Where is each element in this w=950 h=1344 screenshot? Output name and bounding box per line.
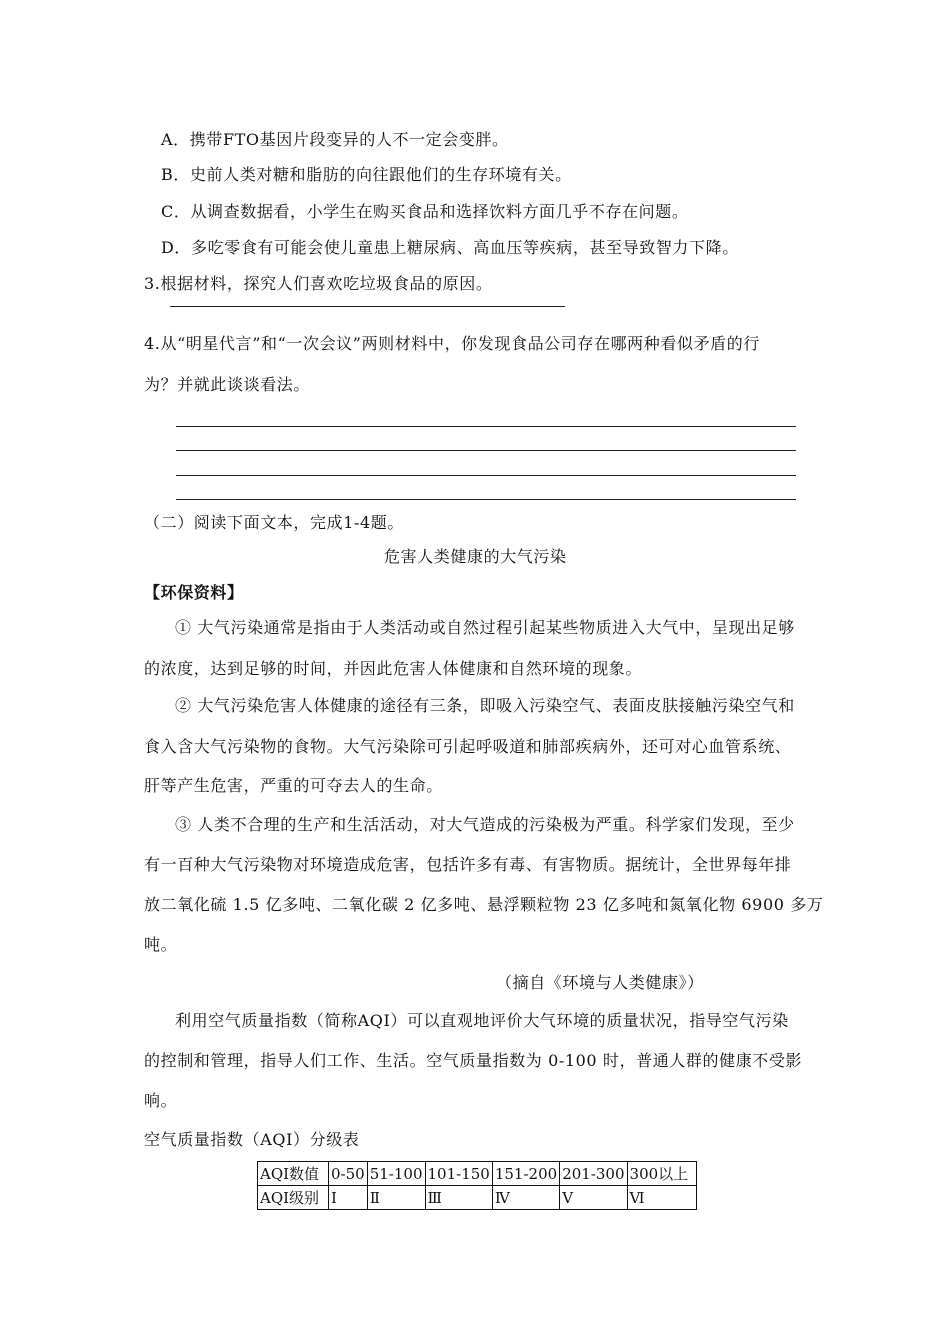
paragraph-1: ① 大气污染通常是指由于人类活动或自然过程引起某些物质进入大气中，呈现出足够 bbox=[175, 618, 795, 637]
table-cell: Ⅱ bbox=[367, 1186, 425, 1210]
paragraph-1: 的浓度，达到足够的时间，并因此危害人体健康和自然环境的现象。 bbox=[144, 659, 643, 678]
table-header-cell: AQI级别 bbox=[258, 1186, 329, 1210]
table-cell: Ⅵ bbox=[627, 1186, 696, 1210]
question-3: 3.根据材料，探究人们喜欢吃垃圾食品的原因。 bbox=[144, 274, 493, 293]
option-d: D．多吃零食有可能会使儿童患上糖尿病、高血压等疾病，甚至导致智力下降。 bbox=[161, 238, 739, 257]
paragraph-3: 放二氧化硫 1.5 亿多吨、二氧化碳 2 亿多吨、悬浮颗粒物 23 亿多吨和氮氧化物 6900 多万 bbox=[144, 895, 824, 914]
table-row bbox=[258, 1186, 697, 1210]
table-cell: 0-50 bbox=[329, 1162, 368, 1186]
paragraph-4: 的控制和管理，指导人们工作、生活。空气质量指数为 0-100 时，普通人群的健康不受影 bbox=[144, 1051, 803, 1070]
option-b: B．史前人类对糖和脂肪的向往跟他们的生存环境有关。 bbox=[161, 165, 572, 184]
material-header: 【环保资料】 bbox=[144, 583, 244, 602]
paragraph-4: 响。 bbox=[144, 1091, 178, 1110]
table-caption: 空气质量指数（AQI）分级表 bbox=[144, 1130, 360, 1149]
table-cell: 51-100 bbox=[367, 1162, 425, 1186]
table-cell: Ⅰ bbox=[329, 1186, 368, 1210]
paragraph-3: 有一百种大气污染物对环境造成危害，包括许多有毒、有害物质。据统计，全世界每年排 bbox=[144, 855, 792, 874]
table-cell: 151-200 bbox=[492, 1162, 559, 1186]
table-cell: 201-300 bbox=[560, 1162, 627, 1186]
table-header-cell: AQI数值 bbox=[258, 1162, 329, 1186]
table-cell: Ⅳ bbox=[492, 1186, 559, 1210]
paragraph-4: 利用空气质量指数（简称AQI）可以直观地评价大气环境的质量状况，指导空气污染 bbox=[175, 1011, 789, 1030]
section-instruction: （二）阅读下面文本，完成1-4题。 bbox=[144, 513, 404, 532]
source-citation: （摘自《环境与人类健康》） bbox=[496, 973, 704, 992]
answer-line bbox=[176, 475, 796, 476]
answer-line bbox=[176, 499, 796, 500]
answer-line bbox=[176, 450, 796, 451]
answer-line bbox=[170, 306, 565, 307]
paragraph-2: 肝等产生危害，严重的可夺去人的生命。 bbox=[144, 776, 443, 795]
table-cell: 101-150 bbox=[425, 1162, 492, 1186]
option-a: A．携带FTO基因片段变异的人不一定会变胖。 bbox=[161, 130, 509, 149]
paragraph-3: ③ 人类不合理的生产和生活活动，对大气造成的污染极为严重。科学家们发现，至少 bbox=[175, 815, 795, 834]
option-c: C．从调查数据看，小学生在购买食品和选择饮料方面几乎不存在问题。 bbox=[161, 202, 689, 221]
table-cell: 300以上 bbox=[627, 1162, 696, 1186]
aqi-table bbox=[257, 1161, 697, 1210]
paragraph-3: 吨。 bbox=[144, 935, 178, 954]
table-cell: Ⅲ bbox=[425, 1186, 492, 1210]
table-row bbox=[258, 1162, 697, 1186]
article-title: 危害人类健康的大气污染 bbox=[384, 547, 567, 566]
paragraph-2: 食入含大气污染物的食物。大气污染除可引起呼吸道和肺部疾病外，还可对心血管系统、 bbox=[144, 737, 792, 756]
table-cell: Ⅴ bbox=[560, 1186, 627, 1210]
answer-line bbox=[176, 426, 796, 427]
question-4-line1: 4.从“明星代言”和“一次会议”两则材料中，你发现食品公司存在哪两种看似矛盾的行 bbox=[144, 334, 760, 353]
paragraph-2: ② 大气污染危害人体健康的途径有三条，即吸入污染空气、表面皮肤接触污染空气和 bbox=[175, 696, 795, 715]
question-4-line2: 为？并就此谈谈看法。 bbox=[144, 375, 311, 394]
